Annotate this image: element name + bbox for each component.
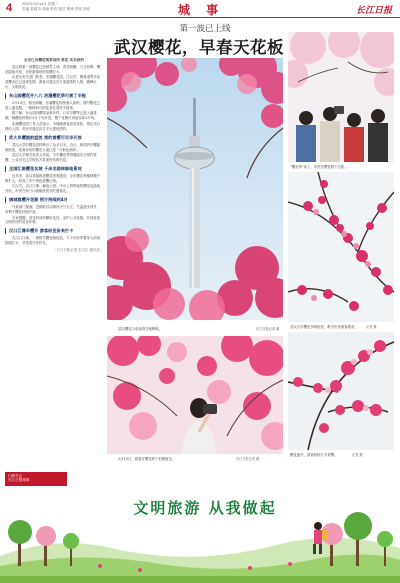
footer-bar [0,576,400,583]
lead-paragraph: 记者从有关部门获悉，东湖樱花园、江汉关、楼林道等多处赏樱点位已迎来花期，游客可通过官方渠道预约入园，错峰出行，文明赏花。 [5,75,101,90]
body-paragraph: 3月13日，阳光明媚，东湖樱花园里游人如织。园内樱花已进入盛花期，一树树粉白的花朵在春风中摇曳。 [5,101,100,110]
photo-caption: 武汉大学樱花争相绽放，吸引市民游客观赏。 [290,325,358,329]
article-headline: 武汉樱花，早春天花板 [114,38,284,57]
photo-crowd [288,32,394,162]
body-paragraph: 据了解，东山园内樱花品种多样，日本早樱等已进入盛花期，晚樱品种预计3月下旬开放，整个花期可持续至4月中旬。 [5,111,98,121]
civic-slogan: 文明旅游 从我做起 [133,499,277,517]
photo-caption: 3月13日，游客在樱花树下拍照留念。 [118,457,176,461]
body-paragraph: 专家提醒，赏花时请勿攀折花枝，爱护公共设施，共同营造文明有序的赏花环境。 [5,215,101,225]
qr-promo [5,472,67,486]
photo-caption: “樱花季”来了，市民在樱花树下合影。 [290,165,348,169]
photo-credit: 记者 摄 [366,325,377,329]
section-heading: 满城春樱开花期 预计持续到4月 [5,197,103,203]
photo-caption: 武汉樱花与电视塔交相辉映。 [118,327,163,331]
article-subhead: 第一波已上线 [179,24,231,34]
section-heading: 全国汇聚樱花名城 千余名园林绿地景观 [5,166,103,172]
section-title: 城 事 [178,3,225,17]
section-heading: 汉口江滩早樱开 游客纷至沓来打卡 [5,228,103,234]
photo-credit: 长江日报记者 摄 [256,327,280,331]
body-paragraph: 东湖樱花园工作人员表示，为保障游客赏花体验，园区实行预约入园，市民可通过官方平台提前预约。 [5,121,101,131]
body-paragraph: 武汉大学相关负责人介绍，今年樱花季将继续实行预约赏樱，公众可关注学校官方渠道发布的信息。 [5,153,97,162]
lead-paragraph: 武汉的第一波樱花已经悄然上线，春光明媚，与日同辉。樱花陆续开放，市民游客纷纷赏樱打卡。 [5,64,101,74]
photo-blossom-branch [288,172,394,322]
newspaper-logo: 长江日报 [355,6,392,16]
photo-credit: 记者 摄 [352,453,363,457]
photo-blossom-tree [288,332,394,450]
visitor-photo-illustration [107,336,283,454]
page-header [0,0,400,18]
article-body [5,58,103,470]
header-editors: 责编 曾娟岚 美编 张钦 版式 程涛 责校 刘佳 [22,6,91,11]
article-byline: （长江日报记者 实习生 通讯员） [53,248,103,253]
header-meta [22,2,90,11]
crowd-illustration [288,32,394,162]
tv-tower-cherry-illustration [107,58,283,320]
blossom-branch-illustration [288,172,394,322]
body-paragraph: 在汉口江滩，一排排早樱竞相绽放，不少市民带着家人前来拍照打卡，享受春日好时光。 [5,236,101,246]
photo-visitor [107,336,283,454]
page-number: 4 [6,2,13,14]
photo-caption: 樱花盛开，游客纷纷打卡赏樱。 [290,453,338,457]
qr-promo-text: 扫码关注 长江日报城事 [8,474,30,483]
body-paragraph: 江汉关、汉口江滩、解放公园、中山公园等地的樱花也陆续开放，市民在家门口就能欣赏到烂漫春光。 [5,184,101,194]
body-paragraph: 近年来，武汉持续推进樱花景观建设，全市樱花种植规模不断扩大，形成了多个特色赏樱区域。 [5,173,101,183]
header-date: 2023年3月14日 星期二 [22,2,59,6]
blossom-tree-illustration [288,332,394,450]
section-heading: 武大早樱提前盛放 预约赏樱可尽早开放 [5,135,103,141]
body-paragraph: 气象部门预测，近期武汉以晴好天气为主，气温逐步回升，有利于樱花持续开放。 [5,205,101,214]
photo-tv-tower [107,58,283,320]
photo-credit: 长江日报记者 摄 [236,457,260,461]
article-intro: 全市已有樱花观赏场所 赏花 实名预约 [23,58,84,62]
body-paragraph: 武汉大学的樱花同样吸引了众多目光。近日，校园内早樱陆续绽放，老斋舍前的樱花大道已是一片粉色海洋。 [5,142,101,152]
section-heading: 东山园樱花开八九 浪漫樱花季可赏了半程 [5,93,103,99]
